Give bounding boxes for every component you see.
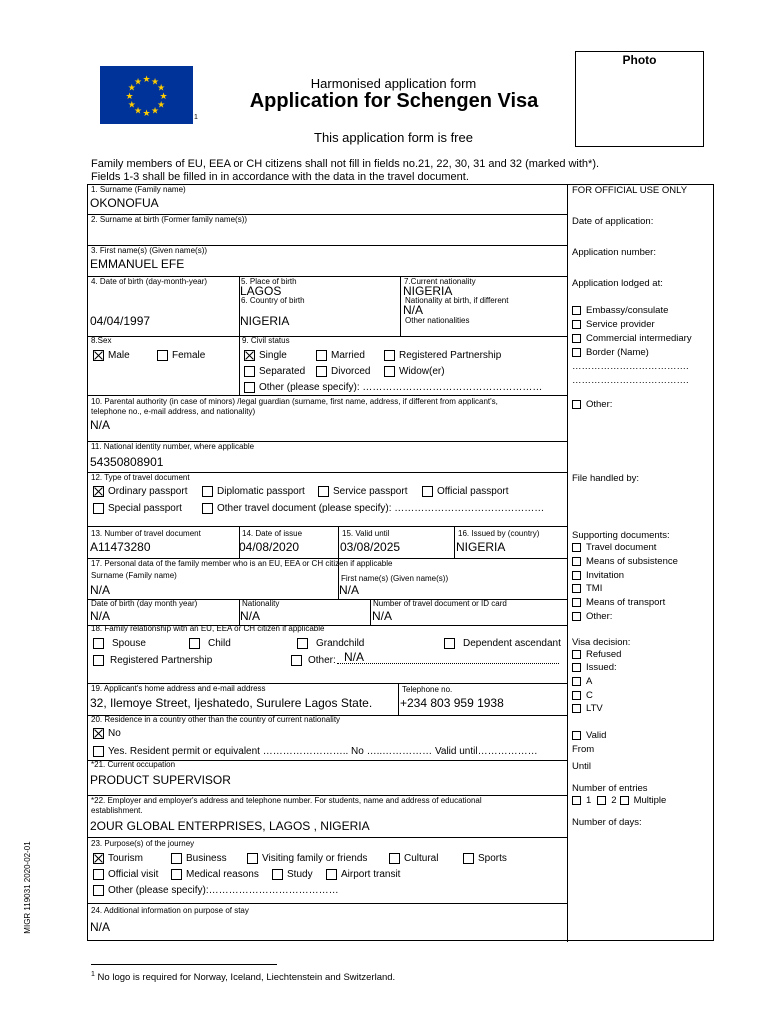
issued-by-label: 16. Issued by (country) [458,529,540,538]
place-of-birth-label: 5. Place of birth [241,277,297,286]
doc-other-option[interactable] [202,503,544,514]
diplomatic-passport-label: Diplomatic passport [217,486,305,497]
official-refused-option[interactable] [572,649,621,660]
transport-checkbox[interactable] [572,598,581,607]
entries-2-checkbox[interactable] [597,796,606,805]
civil-other-label: Other (please specify): ……………………………………………… [259,382,543,393]
civil-separated-option[interactable] [244,366,305,377]
official-other2-option[interactable] [572,611,612,622]
visa-c-checkbox[interactable] [572,691,581,700]
fm-dob-field[interactable]: N/A [90,609,111,623]
official-travel-doc-option[interactable] [572,542,656,553]
official-visit-checkbox[interactable] [93,869,104,880]
ordinary-passport-checkbox[interactable] [93,486,104,497]
official-visit-label: Official visit [108,869,159,880]
visa-c-label: C [586,690,593,701]
divorced-label: Divorced [331,366,371,377]
refused-checkbox[interactable] [572,650,581,659]
form-code-text: MIGR 119031 2020-02-01 [23,841,32,934]
male-label: Male [108,350,130,361]
entries-multiple-label: Multiple [633,795,667,806]
doc-ordinary-option[interactable] [93,486,187,497]
service-passport-label: Service passport [333,486,408,497]
fm-dob-label: Date of birth (day month year) [91,599,198,608]
svg-text:★: ★ [127,83,136,94]
doc-service-option[interactable] [318,486,407,497]
svg-text:★: ★ [150,106,160,117]
visa-ltv-label: LTV [586,703,603,714]
official-embassy-option[interactable] [572,305,668,316]
doc-official-option[interactable] [422,486,509,497]
official-issued-option[interactable] [572,662,617,673]
official-valid-option[interactable] [572,730,606,741]
rel-grandchild-option[interactable] [297,638,364,649]
sports-label: Sports [478,853,507,864]
study-checkbox[interactable] [272,869,283,880]
civil-other-checkbox[interactable] [244,382,255,393]
official-c-option[interactable] [572,690,593,701]
support-travel-doc-checkbox[interactable] [572,543,581,552]
rel-spouse-option[interactable] [93,638,146,649]
form-code-vertical [20,838,34,943]
residence-no-checkbox[interactable] [93,728,104,739]
subsistence-checkbox[interactable] [572,557,581,566]
residence-no-option[interactable] [93,728,121,739]
cell-divider [338,526,339,558]
visa-a-checkbox[interactable] [572,677,581,686]
valid-checkbox[interactable] [572,731,581,740]
additional-info-label: 24. Additional information on purpose of stay [91,906,249,915]
valid-until-field[interactable]: 03/08/2025 [340,540,401,554]
fm-nationality-label: Nationality [242,599,280,608]
footnote-text: No logo is required for Norway, Iceland, Liechtenstein and Switzerland. [94,972,396,984]
fm-first-name-label: First name(s) (Given name(s)) [341,574,449,583]
residence-yes-label: Yes. Resident permit or equivalent …………………….. No …..…………… Valid until……………… [108,746,538,757]
official-commercial-option[interactable] [572,333,692,344]
rel-other-label: Other: [308,655,336,666]
cell-divider [239,336,240,395]
purpose-transit-option[interactable] [326,869,400,880]
row-divider [88,837,567,838]
surname-label: 1. Surname (Family name) [91,185,186,194]
official-other-checkbox[interactable] [572,400,581,409]
special-passport-checkbox[interactable] [93,503,104,514]
svg-text:★: ★ [157,100,166,111]
civil-widow-option[interactable] [384,366,445,377]
tmi-checkbox[interactable] [572,584,581,593]
official-from: From [572,744,595,755]
first-name-field[interactable]: EMMANUEL EFE [90,257,185,271]
civil-single-option[interactable] [244,350,287,361]
sex-label: 8.Sex [91,336,112,345]
ordinary-passport-label: Ordinary passport [108,486,188,497]
married-checkbox[interactable] [316,350,327,361]
purpose-sports-option[interactable] [463,853,507,864]
instructions-note-1: Family members of EU, EEA or CH citizens shall not fill in fields no.21, 22, 30, 31 and 32 (marked with*). [91,158,600,170]
purpose-tourism-option[interactable] [93,853,143,864]
registered-partnership-label: Registered Partnership [399,350,502,361]
instructions-note-2: Fields 1-3 shall be filled in in accordance with the data in the travel document. [91,171,469,183]
child-label: Child [208,638,231,649]
civil-registered-option[interactable] [384,350,501,361]
female-label: Female [172,350,206,361]
official-passport-checkbox[interactable] [422,486,433,497]
child-checkbox[interactable] [189,638,200,649]
official-transport-option[interactable] [572,597,665,608]
telephone-field[interactable]: +234 803 959 1938 [400,696,504,710]
official-tmi-option[interactable] [572,583,602,594]
doc-diplomatic-option[interactable] [202,486,305,497]
entries-1-label: 1 [586,795,592,806]
refused-label: Refused [586,649,622,660]
official-invitation-option[interactable] [572,570,624,581]
airport-transit-checkbox[interactable] [326,869,337,880]
footnote-divider [91,964,277,965]
diplomatic-passport-checkbox[interactable] [202,486,213,497]
rel-other-checkbox[interactable] [291,655,302,666]
visiting-family-label: Visiting family or friends [262,853,368,864]
other-nationalities-label: Other nationalities [405,316,470,325]
svg-text:★: ★ [133,77,143,88]
purpose-other-label: Other (please specify):………………………………… [108,885,339,896]
official-passport-label: Official passport [437,486,509,497]
visa-ltv-checkbox[interactable] [572,704,581,713]
embassy-label: Embassy/consulate [586,305,669,316]
widow-checkbox[interactable] [384,366,395,377]
guardian-field[interactable]: N/A [90,418,111,432]
other-travel-doc-label: Other travel document (please specify): ……………………………………… [217,503,545,514]
national-id-field[interactable]: 54350808901 [90,455,164,469]
employer-label-line2: establishment. [91,806,143,815]
tmi-label: TMI [586,583,603,594]
svg-text:★: ★ [159,92,168,102]
cell-divider [454,526,455,558]
official-ltv-option[interactable] [572,703,603,714]
current-nationality-field[interactable]: NIGERIA [403,284,453,298]
special-passport-label: Special passport [108,503,182,514]
telephone-label: Telephone no. [402,685,453,694]
occupation-field[interactable]: PRODUCT SUPERVISOR [90,773,231,787]
purpose-medical-option[interactable] [171,869,259,880]
rel-dependent-option[interactable] [444,638,561,649]
additional-info-field[interactable]: N/A [90,920,111,934]
official-until: Until [572,761,592,772]
guardian-label-line2: telephone no., e-mail address, and nationality) [91,407,256,416]
residence-yes-option[interactable] [93,746,538,757]
country-of-birth-label: 6. Country of birth [241,296,305,305]
entries-1-checkbox[interactable] [572,796,581,805]
first-name-label: 3. First name(s) (Given name(s)) [91,246,208,255]
guardian-label-line1: 10. Parental authority (in case of minors) /legal guardian (surname, first name, address, if different from applicant's, [91,397,498,406]
sex-female-option[interactable] [157,350,205,361]
fm-doc-number-label: Number of travel document or ID card [373,599,507,608]
rel-child-option[interactable] [189,638,231,649]
purpose-business-option[interactable] [171,853,227,864]
purpose-other-checkbox[interactable] [93,885,104,896]
fm-surname-field[interactable]: N/A [90,583,111,597]
invitation-label: Invitation [586,570,625,581]
official-a-option[interactable] [572,676,592,687]
valid-until-label: 15. Valid until [342,529,390,538]
official-other-label: Other: [586,399,613,410]
service-provider-checkbox[interactable] [572,320,581,329]
civil-divorced-option[interactable] [316,366,370,377]
current-nationality-label: 7.Current nationality [404,277,476,286]
employer-field[interactable]: 2OUR GLOBAL ENTERPRISES, LAGOS , NIGERIA [90,819,370,833]
issued-by-field[interactable]: NIGERIA [456,540,506,554]
border-checkbox[interactable] [572,348,581,357]
footnote-number: 1 [91,971,95,978]
dependent-ascendant-checkbox[interactable] [444,638,455,649]
official-subsistence-option[interactable] [572,556,678,567]
separated-checkbox[interactable] [244,366,255,377]
dependent-ascendant-label: Dependent ascendant [463,638,561,649]
purpose-other-option[interactable] [93,885,339,896]
official-number-of-days: Number of days: [572,817,642,828]
svg-text:★: ★ [127,100,136,111]
support-other-label: Other: [586,611,613,622]
row-divider [88,395,567,396]
fm-first-name-field[interactable]: N/A [339,583,360,597]
svg-text:★: ★ [157,83,166,94]
study-label: Study [287,869,313,880]
rel-registered-option[interactable] [93,655,212,666]
purpose-cultural-option[interactable] [389,853,438,864]
official-border-option[interactable] [572,347,649,358]
rel-other-field[interactable]: N/A [344,650,365,664]
form-subtitle: Harmonised application form [310,76,477,91]
official-dots-1: ………………………………. [572,361,689,372]
residence-yes-checkbox[interactable] [93,746,104,757]
spouse-label: Spouse [112,638,146,649]
row-divider [88,903,567,904]
issue-date-label: 14. Date of issue [242,529,303,538]
fm-surname-label: Surname (Family name) [91,571,177,580]
official-supporting-docs: Supporting documents: [572,530,670,541]
divorced-checkbox[interactable] [316,366,327,377]
business-label: Business [186,853,227,864]
doc-special-option[interactable] [93,503,182,514]
official-visa-decision: Visa decision: [572,637,631,648]
fm-nationality-field[interactable]: N/A [240,609,261,623]
grandchild-checkbox[interactable] [297,638,308,649]
home-address-field[interactable]: 32, Ilemoye Street, Ijeshatedo, Surulere Lagos State. [90,696,373,710]
dob-field[interactable]: 04/04/1997 [90,314,151,328]
issued-label: Issued: [586,662,617,673]
rel-registered-label: Registered Partnership [110,655,213,666]
official-use-heading: FOR OFFICIAL USE ONLY [572,185,688,196]
svg-text:★: ★ [142,109,151,119]
occupation-label: *21. Current occupation [91,760,176,769]
cultural-label: Cultural [404,853,439,864]
svg-text:★: ★ [133,106,143,117]
sports-checkbox[interactable] [463,853,474,864]
dob-label: 4. Date of birth (day-month-year) [91,277,208,286]
civil-married-option[interactable] [316,350,365,361]
passport-number-label: 13. Number of travel document [91,529,201,538]
entries-multiple-checkbox[interactable] [620,796,629,805]
form-free-note: This application form is free [314,130,473,145]
home-address-label: 19. Applicant's home address and e-mail address [91,684,266,693]
nationality-at-birth-label: Nationality at birth, if different [405,296,509,305]
support-travel-doc-label: Travel document [586,542,657,553]
sex-male-option[interactable] [93,350,130,361]
single-label: Single [259,350,287,361]
official-divider [567,185,568,942]
svg-text:★: ★ [142,75,151,85]
border-label: Border (Name) [586,347,649,358]
surname-field[interactable]: OKONOFUA [90,196,159,210]
rel-registered-checkbox[interactable] [93,655,104,666]
other-travel-doc-checkbox[interactable] [202,503,213,514]
official-lodged-at: Application lodged at: [572,278,663,289]
place-of-birth-field[interactable]: LAGOS [240,284,282,298]
support-other-checkbox[interactable] [572,612,581,621]
residence-no-label: No [108,728,121,739]
photo-label: Photo [622,53,657,67]
passport-number-field[interactable]: A11473280 [90,540,151,554]
separated-label: Separated [259,366,306,377]
official-application-number: Application number: [572,247,656,258]
valid-label: Valid [586,730,607,741]
civil-status-label: 9. Civil status [242,336,290,345]
service-passport-checkbox[interactable] [318,486,329,497]
tourism-checkbox[interactable] [93,853,104,864]
cell-divider [370,599,371,625]
official-number-of-entries: Number of entries [572,783,648,794]
commercial-label: Commercial intermediary [586,333,692,344]
rel-other-dotted-line [337,663,559,664]
medical-label: Medical reasons [186,869,259,880]
form-title: Application for Schengen Visa [249,90,539,112]
official-other-option[interactable] [572,399,612,410]
row-divider [88,336,567,337]
cell-divider [400,276,401,336]
purpose-family-option[interactable] [247,853,367,864]
visiting-family-checkbox[interactable] [247,853,258,864]
travel-doc-type-label: 12. Type of travel document [91,473,190,482]
commercial-checkbox[interactable] [572,334,581,343]
svg-text:★: ★ [125,92,134,102]
surname-at-birth-label: 2. Surname at birth (Former family name(s)) [91,215,248,224]
official-date-of-application: Date of application: [572,216,654,227]
residence-label: 20. Residence in a country other than the country of current nationality [91,715,341,724]
grandchild-label: Grandchild [316,638,365,649]
family-member-label: 17. Personal data of the family member who is an EU, EEA or CH citizen if applicable [91,559,393,568]
business-checkbox[interactable] [171,853,182,864]
issue-date-field[interactable]: 04/08/2020 [239,540,300,554]
purpose-study-option[interactable] [272,869,313,880]
family-relationship-label: 18. Family relationship with an EU, EEA or CH citizen if applicable [91,624,325,633]
footnote [91,971,395,983]
male-checkbox[interactable] [93,350,104,361]
subsistence-label: Means of subsistence [586,556,678,567]
entries-2-label: 2 [611,795,617,806]
service-provider-label: Service provider [586,319,655,330]
rel-other-option[interactable] [291,655,336,666]
purpose-official-option[interactable] [93,869,158,880]
row-divider [88,526,567,527]
embassy-checkbox[interactable] [572,306,581,315]
single-checkbox[interactable] [244,350,255,361]
official-service-provider-option[interactable] [572,319,655,330]
official-file-handled: File handled by: [572,473,640,484]
invitation-checkbox[interactable] [572,571,581,580]
official-dots-2: ………………………………. [572,375,689,386]
national-id-label: 11. National identity number, where applicable [91,442,255,451]
employer-label-line1: *22. Employer and employer's address and telephone number. For students, name and address of educational [91,796,482,805]
tourism-label: Tourism [108,853,144,864]
transport-label: Means of transport [586,597,666,608]
medical-checkbox[interactable] [171,869,182,880]
eu-stars-icon [100,66,193,124]
official-entries-options [572,795,666,806]
civil-other-option[interactable] [244,382,542,393]
cultural-checkbox[interactable] [389,853,400,864]
fm-doc-number-field[interactable]: N/A [372,609,393,623]
widow-label: Widow(er) [399,366,445,377]
svg-text:★: ★ [150,77,160,88]
visa-a-label: A [586,676,593,687]
country-of-birth-field[interactable]: NIGERIA [240,314,290,328]
female-checkbox[interactable] [157,350,168,361]
registered-partnership-checkbox[interactable] [384,350,395,361]
eu-flag-logo [100,66,193,124]
airport-transit-label: Airport transit [341,869,401,880]
footnote-marker: 1 [194,114,198,121]
spouse-checkbox[interactable] [93,638,104,649]
purpose-label: 23. Purpose(s) of the journey [91,839,195,848]
cell-divider [398,683,399,715]
nationality-at-birth-field[interactable]: N/A [403,303,424,317]
married-label: Married [331,350,365,361]
photo-box[interactable] [575,51,704,147]
issued-checkbox[interactable] [572,663,581,672]
